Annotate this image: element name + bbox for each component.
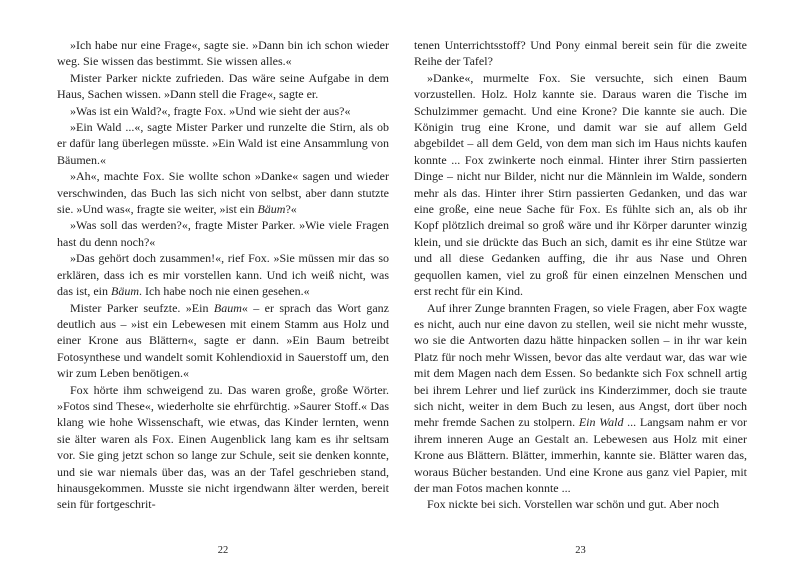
page-right-body bbox=[414, 37, 747, 513]
paragraph: »Das gehört doch zusammen!«, rief Fox. »Sie müssen mir das so erklären, dass ich es mir vorstellen kann. Und ich weiß nicht, was das ist, ein Bäum. Ich habe noch nie einen gesehen.« bbox=[57, 251, 389, 299]
page-number-right: 23 bbox=[575, 545, 586, 556]
paragraph: »Was soll das werden?«, fragte Mister Parker. »Wie viele Fragen hast du denn noch?« bbox=[57, 218, 389, 249]
paragraph: Mister Parker nickte zufrieden. Das wäre seine Aufgabe in dem Haus, Sachen wissen. »Dann stell die Frage«, sagte er. bbox=[57, 70, 389, 102]
paragraph: »Ah«, machte Fox. Sie wollte schon »Danke« sagen und wieder verschwinden, das Buch las sich nicht von selbst, aber dann stutzte sie. »Und was«, fragte sie weiter, »ist ein Bäum?« bbox=[57, 169, 389, 217]
paragraph: »Ein Wald ...«, sagte Mister Parker und runzelte die Stirn, als ob er dafür lang überlegen müsste. »Ein Wald ist eine Ansammlung von Bäumen.« bbox=[57, 120, 389, 167]
page-left-body bbox=[57, 37, 389, 513]
paragraph: tenen Unterrichtsstoff? Und Pony einmal bereit sein für die zweite Reihe der Tafel? bbox=[414, 38, 747, 69]
paragraph: Auf ihrer Zunge brannten Fragen, so viele Fragen, aber Fox wagte es nicht, auch nur eine davon zu stellen, weil sie nicht mehr wusste, wo sie die Antworten dazu hätte hinpacken sollen – in ihr war kein Platz für noch mehr Wissen, bevor das alte verdaut war, das war wie mit dem Magen nach dem Essen. So bedankte sich Fox schnell artig bei ihrem Lehrer und lief zurück ins Kinderzimmer, doch sie traute sich nicht, weiter in dem Buch zu lesen, aus Angst, dort über noch mehr fremde Sachen zu stolpern. Ein Wald ... Langsam nahm er vor ihrem inneren Auge an Gestalt an. Lebewesen aus Holz mit einer Krone aus Blättern. Blätter, immerhin, kannte sie. Blätter waren das, woraus Bücher bestanden. Und eine Krone aus ganz viel Papier, mit der man Fotos machen konnte ... bbox=[414, 300, 747, 495]
paragraph: Fox nickte bei sich. Vorstellen war schön und gut. Aber noch bbox=[427, 497, 720, 512]
paragraph: Mister Parker seufzte. »Ein Baum« – er sprach das Wort ganz deutlich aus – »ist ein Lebewesen mit einem Stamm aus Holz und einer Krone aus Blättern«, sagte er dann. »Ein Baum betreibt Fotosynthese und wandelt somit Kohlendioxid in Sauerstoff um, den wir zum Leben benötigen.« bbox=[57, 300, 389, 381]
paragraph: »Danke«, murmelte Fox. Sie versuchte, sich einen Baum vorzustellen. Holz. Holz kannte sie. Daraus waren die Tische im Schulzimmer gemacht. Und eine Krone? Die kannte sie auch. Die Königin trug eine Krone, und damit war sie auf allem Geld abgebildet – all dem Geld, von dem man sich im Haus nichts kaufen konnte ... Fox zwinkerte noch einmal. Hinter ihrer Stirn passierten Dinge – nicht nur Bilder, nicht nur die Männlein im Walde, sondern mehr als das. Hinter ihrer Stirn passierten Gedanken, und das war eine große, eine neue Sache für Fox. Es fühlte sich an, als ob ihr Kopf plötzlich dreimal so groß wäre und ihr Körper darunter winzig klein, und sie drückte das Buch an sich, damit es ihr eine Stütze war und all diese Gedanken auffing, die ihr aus Nase und Ohren gequollen kamen, viel zu groß für einen einzelnen Menschen und erst recht für ein Kind. bbox=[414, 70, 747, 299]
paragraph: »Was ist ein Wald?«, fragte Fox. »Und wie sieht der aus?« bbox=[70, 103, 351, 118]
page-right bbox=[400, 0, 800, 578]
paragraph: »Ich habe nur eine Frage«, sagte sie. »Dann bin ich schon wieder weg. Sie wissen das bestimmt. Sie wissen alles.« bbox=[57, 38, 389, 69]
paragraph: Fox hörte ihm schweigend zu. Das waren große, große Wörter. »Fotos sind These«, wiederholte sie ehrfürchtig. »Saurer Stoff.« Das klang wie hohe Wissenschaft, wie etwas, das Kinder lernten, wenn sie älter waren als Fox. Einen Augenblick lang kam es ihr seltsam vor. Sie ging jetzt schon so lange zur Schule, seit sie denken konnte, und sie war niemals über das, was an der Tafel geschrieben stand, hinausgekommen. Musste sie nicht irgendwann älter werden, bereit sein für fortgeschrit- bbox=[57, 382, 389, 512]
page-number-left: 22 bbox=[217, 545, 229, 556]
